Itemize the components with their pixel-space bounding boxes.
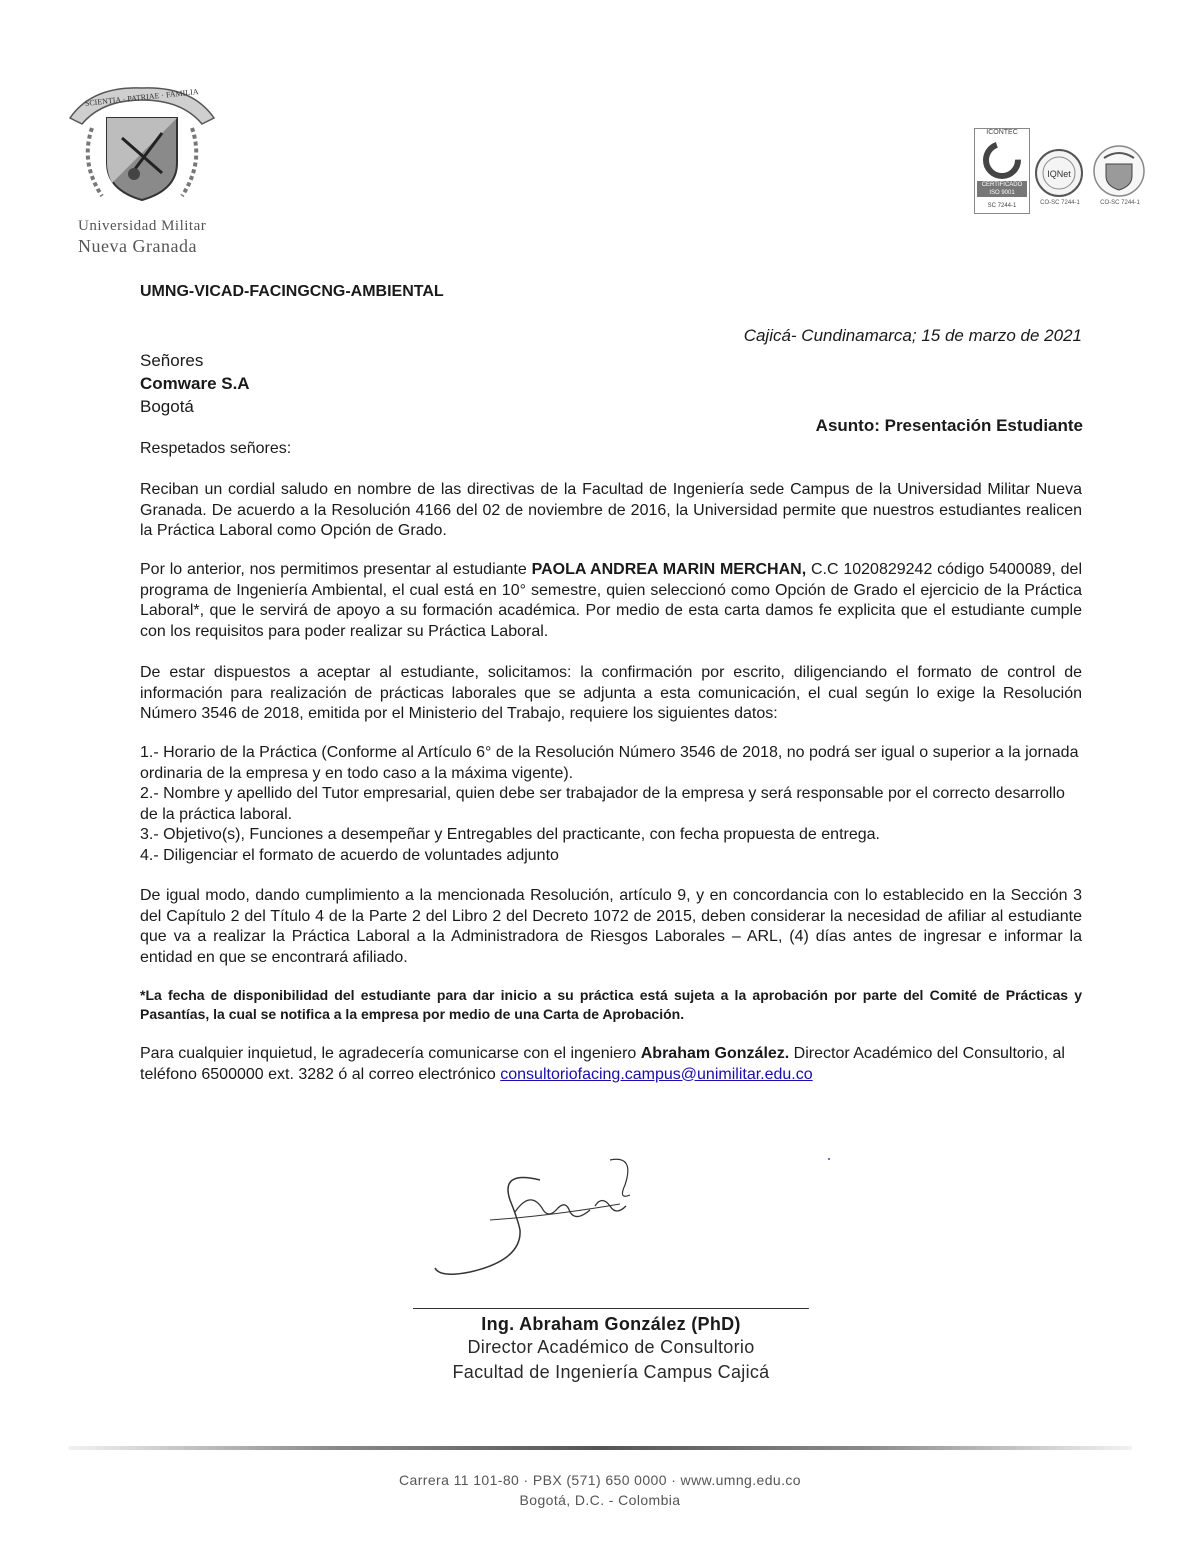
place-and-date: Cajicá- Cundinamarca; 15 de marzo de 2021 — [743, 326, 1082, 345]
colombia-crest-icon — [1092, 144, 1146, 198]
icontec-label: ICONTEC — [986, 129, 1018, 136]
list-item: 3.- Objetivo(s), Funciones a desempeñar y Entregables del practicante, con fecha propuesta de entrega. — [140, 826, 880, 843]
certification-badges — [974, 126, 1149, 216]
salutation: Respetados señores: — [140, 440, 292, 457]
signer-name: Ing. Abraham González (PhD) — [481, 1314, 741, 1334]
university-crest-icon — [62, 78, 222, 218]
footer — [0, 1470, 1200, 1510]
paragraph5-before: Para cualquier inquietud, le agradecería comunicarse con el ingeniero — [140, 1045, 641, 1062]
recipient-company: Comware S.A — [140, 374, 250, 393]
signature-line — [413, 1308, 809, 1309]
footer-address: Carrera 11 101-80 · PBX (571) 650 0000 · www.umng.edu.co — [399, 1472, 801, 1488]
paragraph2-after: C.C 1020829242 código 5400089, del programa de Ingeniería Ambiental, el cual está en 10° semestre, quien seleccionó como Opción de Grado el ejercicio de la Práctica Laboral*, que le servirá de apoyo a su formación académica. Por medio de esta carta damos fe explicita que el estudiante cumple con los requisitos para poder realizar su Práctica Laboral. — [140, 561, 1083, 640]
iqnet-number: CO-SC 7244-1 — [1040, 200, 1080, 206]
paragraph5-middle: Director Académico del Consultorio, al teléfono 6500000 ext. 3282 ó al correo electrónico — [140, 1045, 1065, 1083]
paragraph-student-presentation — [140, 560, 1082, 642]
recipient-title: Señores — [140, 351, 204, 370]
motto-text: SCIENTIA · PATRIAE · FAMILIA — [84, 87, 200, 108]
paragraph-requirements: De estar dispuestos a aceptar al estudiante, solicitamos: la confirmación por escrito, diligenciando el formato de control de información para realización de prácticas laborales que se adjunta a esta comunicación, el cual según lo exige la Resolución Número 3546 de 2018, emitida por el Ministerio del Trabajo, requiere los siguientes datos: — [140, 664, 1082, 722]
icontec-band-text: CERTIFICADO ISO 9001 — [977, 181, 1027, 197]
letter-reference: UMNG-VICAD-FACINGCNG-AMBIENTAL — [140, 283, 444, 300]
icontec-certification-badge — [974, 128, 1030, 214]
requirements-list — [140, 743, 1082, 866]
paragraph-arl: De igual modo, dando cumplimiento a la mencionada Resolución, artículo 9, y en concordancia con lo establecido en la Sección 3 del Capítulo 2 del Título 4 de la Parte 2 del Libro 2 del Decreto 1072 de 2015, deben considerar la necesidad de afiliar al estudiante que va a realizar la Práctica Laboral a la Administradora de Riesgos Laborales – ARL, (4) días antes de ingresar e informar la entidad en que se encontrará afiliado. — [140, 887, 1082, 966]
crest-number: CO-SC 7244-1 — [1100, 200, 1140, 206]
list-item: 1.- Horario de la Práctica (Conforme al Artículo 6° de la Resolución Número 3546 de 2018, no podrá ser igual o superior a la jornada ordinaria de la empresa y en todo caso a la máxima vigente). — [140, 744, 1079, 782]
footer-city: Bogotá, D.C. - Colombia — [519, 1492, 681, 1508]
paragraph-intro: Reciban un cordial saludo en nombre de las directivas de la Facultad de Ingeniería sede Campus de la Universidad Militar Nueva Granada. De acuerdo a la Resolución 4166 del 02 de noviembre de 2016, la Universidad permite que nuestros estudiantes realicen la Práctica Laboral como Opción de Grado. — [140, 481, 1082, 539]
list-item: 2.- Nombre y apellido del Tutor empresarial, quien debe ser trabajador de la empresa y será responsable por el correcto desarrollo de la práctica laboral. — [140, 785, 1065, 823]
iqnet-badge-icon — [1034, 148, 1084, 198]
list-item: 4.- Diligenciar el formato de acuerdo de voluntades adjunto — [140, 846, 559, 864]
icontec-logo-icon — [975, 140, 1029, 180]
icontec-number: SC 7244-1 — [987, 203, 1017, 209]
student-name: PAOLA ANDREA MARIN MERCHAN, — [531, 561, 807, 578]
contact-name: Abraham González. — [640, 1045, 790, 1062]
availability-note: *La fecha de disponibilidad del estudiante para dar inicio a su práctica está sujeta a la aprobación por parte del Comité de Prácticas y Pasantías, la cual se notifica a la empresa por medio de una Carta de Aprobación. — [140, 987, 1082, 1022]
ink-dot — [828, 1158, 830, 1160]
letter-subject: Asunto: Presentación Estudiante — [815, 416, 1083, 435]
contact-email-link[interactable]: consultoriofacing.campus@unimilitar.edu.co — [500, 1065, 813, 1083]
recipient-city: Bogotá — [140, 397, 194, 416]
signer-block — [413, 1314, 809, 1385]
signer-faculty: Facultad de Ingeniería Campus Cajicá — [452, 1362, 770, 1382]
university-name-line2: Nueva Granada — [78, 236, 197, 256]
handwritten-signature — [430, 1150, 660, 1280]
iqnet-label: IQNet — [1047, 169, 1071, 179]
university-name-line1: Universidad Militar — [78, 218, 207, 234]
paragraph-contact — [140, 1044, 1082, 1085]
recipient-block — [140, 349, 250, 418]
paragraph2-before: Por lo anterior, nos permitimos presentar al estudiante — [140, 561, 532, 578]
university-logo — [62, 78, 232, 258]
signer-role: Director Académico de Consultorio — [467, 1337, 755, 1357]
footer-divider — [68, 1446, 1132, 1450]
